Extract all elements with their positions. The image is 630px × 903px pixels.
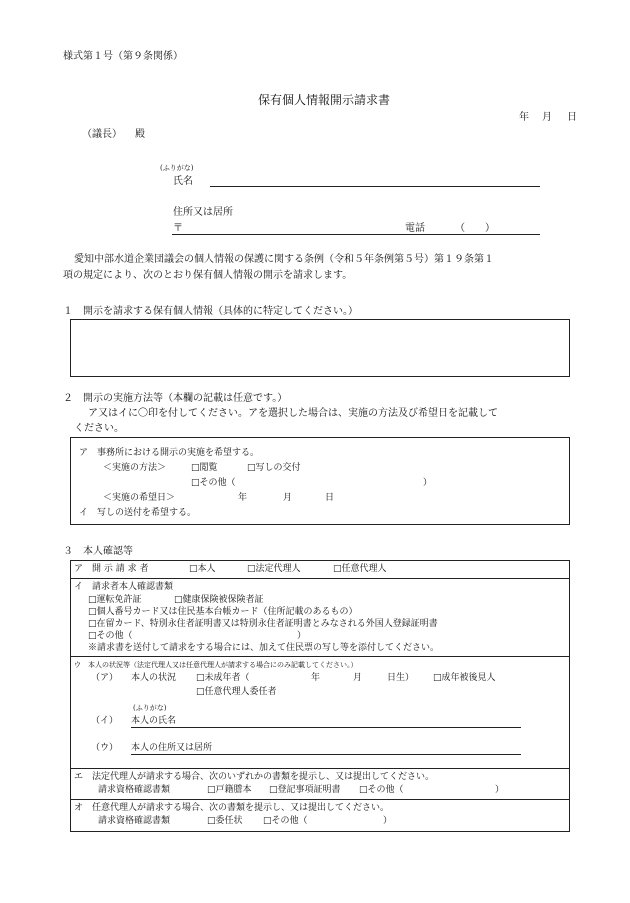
voluntary-rep-docs-label: 請求資格確認書類 (98, 816, 171, 826)
requester-name-field[interactable] (210, 186, 540, 187)
preferred-date-year: 年 (238, 493, 248, 503)
form-number: 様式第１号（第９条関係） (63, 51, 183, 62)
principal-name-sub-b: （イ） (91, 716, 119, 726)
date-year-label: 年 (519, 112, 529, 123)
section-1-heading: １ 開示を請求する保有個人情報（具体的に特定してください。） (63, 306, 358, 317)
id-other-close: ） (297, 631, 307, 641)
adult-ward-checkbox[interactable]: □成年被後見人 (433, 673, 496, 683)
preferred-date-month: 月 (283, 493, 293, 503)
legal-rep-other-checkbox[interactable]: □その他（ (359, 785, 404, 795)
requester-address-field[interactable] (172, 234, 540, 235)
phone-label: 電話 (405, 223, 425, 234)
power-of-attorney-checkbox[interactable]: □委任状 (207, 816, 243, 826)
id-docs-title: イ 請求者本人確認書類 (74, 582, 174, 592)
requester-type-label: ア 開 示 請 求 者 (74, 564, 149, 574)
registry-certificate-checkbox[interactable]: □登記事項証明書 (269, 785, 341, 795)
id-docs-mailing-note: ※請求書を送付して請求をする場合には、加えて住民票の写し等を添付してください。 (88, 643, 440, 653)
principal-address-field[interactable] (131, 754, 521, 755)
addressee-honorific: 殿 (135, 129, 145, 140)
method-copy-checkbox[interactable]: □写しの交付 (247, 463, 301, 473)
legal-rep-docs-line: エ 法定代理人が請求する場合、次のいずれかの書類を提示し、又は提出してください。 (74, 772, 435, 782)
row-divider (71, 656, 569, 657)
page-title: 保有個人情報開示請求書 (258, 93, 391, 107)
legal-rep-docs-label: 請求資格確認書類 (98, 785, 171, 795)
principal-name-label: 本人の氏名 (131, 716, 177, 726)
minor-birth-day: 日生） (387, 673, 415, 683)
principal-status-title: ウ 本人の状況等（法定代理人又は任意代理人が請求する場合にのみ記載してください。） (74, 661, 358, 669)
section-2-note-2: ください。 (74, 423, 124, 434)
principal-address-sub-c: （ウ） (91, 743, 119, 753)
drivers-license-checkbox[interactable]: □運転免許証 (88, 595, 142, 605)
family-register-checkbox[interactable]: □戸籍謄本 (207, 785, 252, 795)
date-day-label: 日 (567, 112, 577, 123)
voluntary-rep-other-close: ） (383, 816, 393, 826)
method-viewing-checkbox[interactable]: □閲覧 (191, 463, 218, 473)
requested-info-box[interactable] (70, 319, 570, 377)
principal-address-label: 本人の住所又は居所 (131, 743, 213, 753)
mynumber-card-checkbox[interactable]: □個人番号カード又は住民基本台帳カード（住所記載のあるもの） (88, 607, 358, 617)
method-other-checkbox[interactable]: □その他（ (191, 478, 236, 488)
requester-name-label: 氏名 (173, 176, 193, 187)
principal-furigana-label: (ふりがな) (133, 704, 167, 712)
row-divider (71, 578, 569, 579)
delegator-checkbox[interactable]: □任意代理人委任者 (196, 687, 277, 697)
health-insurance-checkbox[interactable]: □健康保険被保険者証 (174, 595, 264, 605)
requester-self-checkbox[interactable]: □本人 (189, 564, 216, 574)
minor-checkbox[interactable]: □未成年者（ (196, 673, 250, 683)
principal-name-field[interactable] (131, 727, 521, 728)
preferred-date-day: 日 (325, 493, 335, 503)
requester-legal-rep-checkbox[interactable]: □法定代理人 (247, 564, 301, 574)
preamble-line-1: 愛知中部水道企業団議会の個人情報の保護に関する条例（令和５年条例第５号）第１９条第１ (74, 254, 494, 265)
addressee-role: （議長） (82, 129, 122, 140)
identity-verification-table (70, 560, 570, 832)
row-divider (71, 799, 569, 800)
date-month-label: 月 (542, 112, 552, 123)
requester-furigana-label: (ふりがな) (160, 164, 194, 172)
voluntary-rep-other-checkbox[interactable]: □その他（ (263, 816, 308, 826)
preamble-line-2: 項の規定により、次のとおり保有個人情報の開示を請求します。 (63, 270, 353, 281)
section-3-heading: ３ 本人確認等 (63, 546, 133, 557)
preferred-date-label: ＜実施の希望日＞ (103, 493, 176, 503)
requester-address-label: 住所又は居所 (173, 207, 233, 218)
minor-birth-month: 月 (353, 673, 363, 683)
phone-area-parens: （ ） (455, 223, 495, 234)
method-label: ＜実施の方法＞ (103, 463, 167, 473)
option-b-copy-mailing[interactable]: イ 写しの送付を希望する。 (79, 508, 197, 518)
disclosure-method-box (70, 437, 570, 525)
residence-card-checkbox[interactable]: □在留カード、特別永住者証明書又は特別永住者証明書とみなされる外国人登録証明書 (88, 619, 438, 629)
id-other-checkbox[interactable]: □その他（ (88, 631, 133, 641)
legal-rep-other-close: ） (495, 785, 505, 795)
postal-mark: 〒 (173, 223, 183, 234)
principal-status-label: 本人の状況 (131, 673, 177, 683)
option-a-office-disclosure[interactable]: ア 事務所における開示の実施を希望する。 (79, 448, 260, 458)
section-2-heading: ２ 開示の実施方法等（本欄の記載は任意です。） (63, 393, 288, 404)
voluntary-rep-docs-line: オ 任意代理人が請求する場合、次の書類を提示し、又は提出してください。 (74, 803, 390, 813)
row-divider (71, 768, 569, 769)
section-2-note-1: ア又はイに〇印を付してください。アを選択した場合は、実施の方法及び希望日を記載して (88, 408, 498, 419)
requester-voluntary-rep-checkbox[interactable]: □任意代理人 (333, 564, 387, 574)
minor-birth-year: 年 (311, 673, 321, 683)
method-other-close: ） (423, 478, 433, 488)
principal-status-sub-a: （ア） (91, 673, 119, 683)
